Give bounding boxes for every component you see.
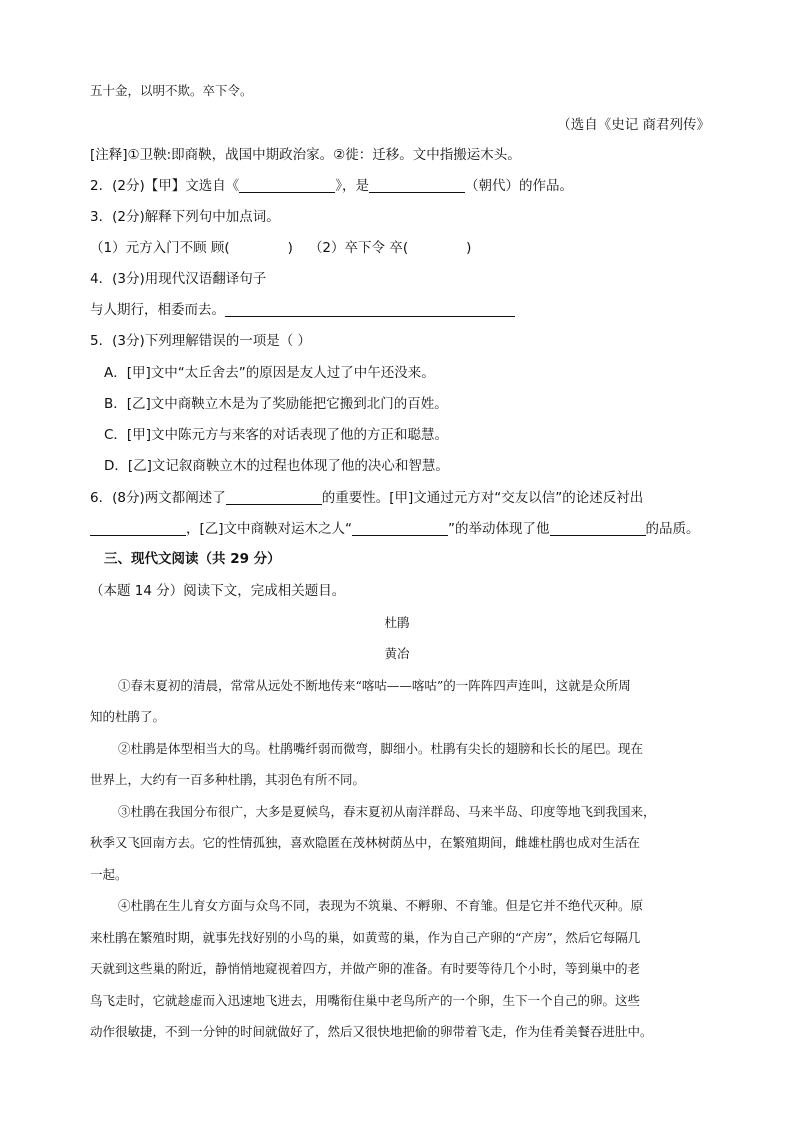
q6-text-d: ”的举动体现了他 xyxy=(448,521,550,537)
question-5-stem: 5．(3分)下列理解错误的一项是（ ） xyxy=(90,333,312,349)
article-line: 一起。 xyxy=(90,867,128,882)
source-citation: （选自《史记 商君列传》 xyxy=(557,117,710,133)
q2-blank-book[interactable] xyxy=(239,178,335,193)
q6-text-a: 6．(8分)两文都阐述了 xyxy=(90,490,226,506)
q5-option-c[interactable]: C．[甲]文中陈元方与来客的对话表现了他的方正和聪慧。 xyxy=(104,427,448,443)
section-3-heading: 三、现代文阅读（共 29 分） xyxy=(104,551,281,567)
question-3-stem: 3．(2分)解释下列句中加点词。 xyxy=(90,209,280,225)
article-title: 杜鹃 xyxy=(384,615,410,630)
q2-text-c: （朝代）的作品。 xyxy=(464,178,573,194)
article-line: 知的杜鹃了。 xyxy=(90,709,166,724)
q6-blank-4[interactable] xyxy=(550,521,646,536)
q6-blank-3[interactable] xyxy=(352,521,448,536)
q3-part2-end: ) xyxy=(466,240,472,256)
question-2 xyxy=(90,177,710,195)
q6-blank-1[interactable] xyxy=(226,490,322,505)
question-4-sentence xyxy=(90,301,710,319)
q5-option-b[interactable]: B．[乙]文中商鞅立木是为了奖励能把它搬到北门的百姓。 xyxy=(104,396,448,412)
q6-text-c: ，[乙]文中商鞅对运木之人“ xyxy=(186,521,353,537)
q3-part2: （2）卒下令 卒( xyxy=(308,240,409,256)
q3-part1-end: ) xyxy=(287,240,293,256)
article-line: 来杜鹃在繁殖时期，就事先找好别的小鸟的巢，如黄莺的巢，作为自己产卵的“产房”，然后它每隔几 xyxy=(90,930,641,945)
question-6-line2 xyxy=(90,520,710,538)
article-line: 秋季又飞回南方去。它的性情孤独，喜欢隐匿在茂林树荫丛中，在繁殖期间，雌雄杜鹃也成对生活在 xyxy=(90,835,641,850)
article-line: 鸟飞走时，它就趁虚而入迅速地飞进去，用嘴衔住巢中老鸟所产的一个卵，生下一个自己的卵。这些 xyxy=(90,993,641,1008)
article-line: 动作很敏捷，不到一分钟的时间就做好了，然后又很快地把偷的卵带着飞走，作为佳肴美餐吞进肚中。 xyxy=(90,1024,653,1039)
q3-part1: （1）元方入门不顾 顾( xyxy=(90,240,230,256)
q6-text-e: 的品质。 xyxy=(645,521,700,537)
question-6-line1 xyxy=(90,489,710,507)
q6-blank-2[interactable] xyxy=(90,521,186,536)
q5-option-a[interactable]: A．[甲]文中“太丘舍去”的原因是友人过了中午还没来。 xyxy=(104,365,435,381)
q5-option-d[interactable]: D．[乙]文记叙商鞅立木的过程也体现了他的决心和智慧。 xyxy=(104,458,449,474)
article-line: ①春末夏初的清晨，常常从远处不断地传来“喀咕——喀咕”的一阵阵四声连叫，这就是众所周 xyxy=(118,678,631,693)
q2-text-b: 》，是 xyxy=(335,178,369,194)
section-3-intro: （本题 14 分）阅读下文，完成相关题目。 xyxy=(90,583,346,599)
q6-text-b: 的重要性。[甲]文通过元方对“交友以信”的论述反衬出 xyxy=(321,490,644,506)
article-line: 世界上，大约有一百多种杜鹃，其羽色有所不同。 xyxy=(90,772,366,787)
question-4-stem: 4．(3分)用现代汉语翻译句子 xyxy=(90,271,267,287)
article-line: ②杜鹃是体型相当大的鸟。杜鹃嘴纤弱而微弯，脚细小。杜鹃有尖长的翅膀和长长的尾巴。现在 xyxy=(118,741,644,756)
q2-blank-dynasty[interactable] xyxy=(369,178,465,193)
q4-answer-blank[interactable] xyxy=(225,302,515,317)
article-line: ③杜鹃在我国分布很广，大多是夏候鸟，春末夏初从南洋群岛、马来半岛、印度等地飞到我国来， xyxy=(118,804,656,819)
article-author: 黄冶 xyxy=(384,646,410,661)
article-line: ④杜鹃在生儿育女方面与众鸟不同，表现为不筑巢、不孵卵、不育雏。但是它并不绝代灭种。原 xyxy=(118,898,644,913)
article-line: 天就到这些巢的附近，静悄悄地窥视着四方，并做产卵的准备。有时要等待几个小时，等到巢中的老 xyxy=(90,961,641,976)
passage-ending xyxy=(90,82,710,100)
q2-text-a: 2．(2分)【甲】文选自《 xyxy=(90,178,240,194)
q4-sentence-text: 与人期行，相委而去。 xyxy=(90,302,225,318)
question-3-parts xyxy=(90,239,710,257)
passage-text: 五十金，以明不欺。卒下令。 xyxy=(90,83,253,98)
annotation: [注释]①卫鞅:即商鞅，战国中期政治家。②徙：迁移。文中指搬运木头。 xyxy=(90,147,521,163)
